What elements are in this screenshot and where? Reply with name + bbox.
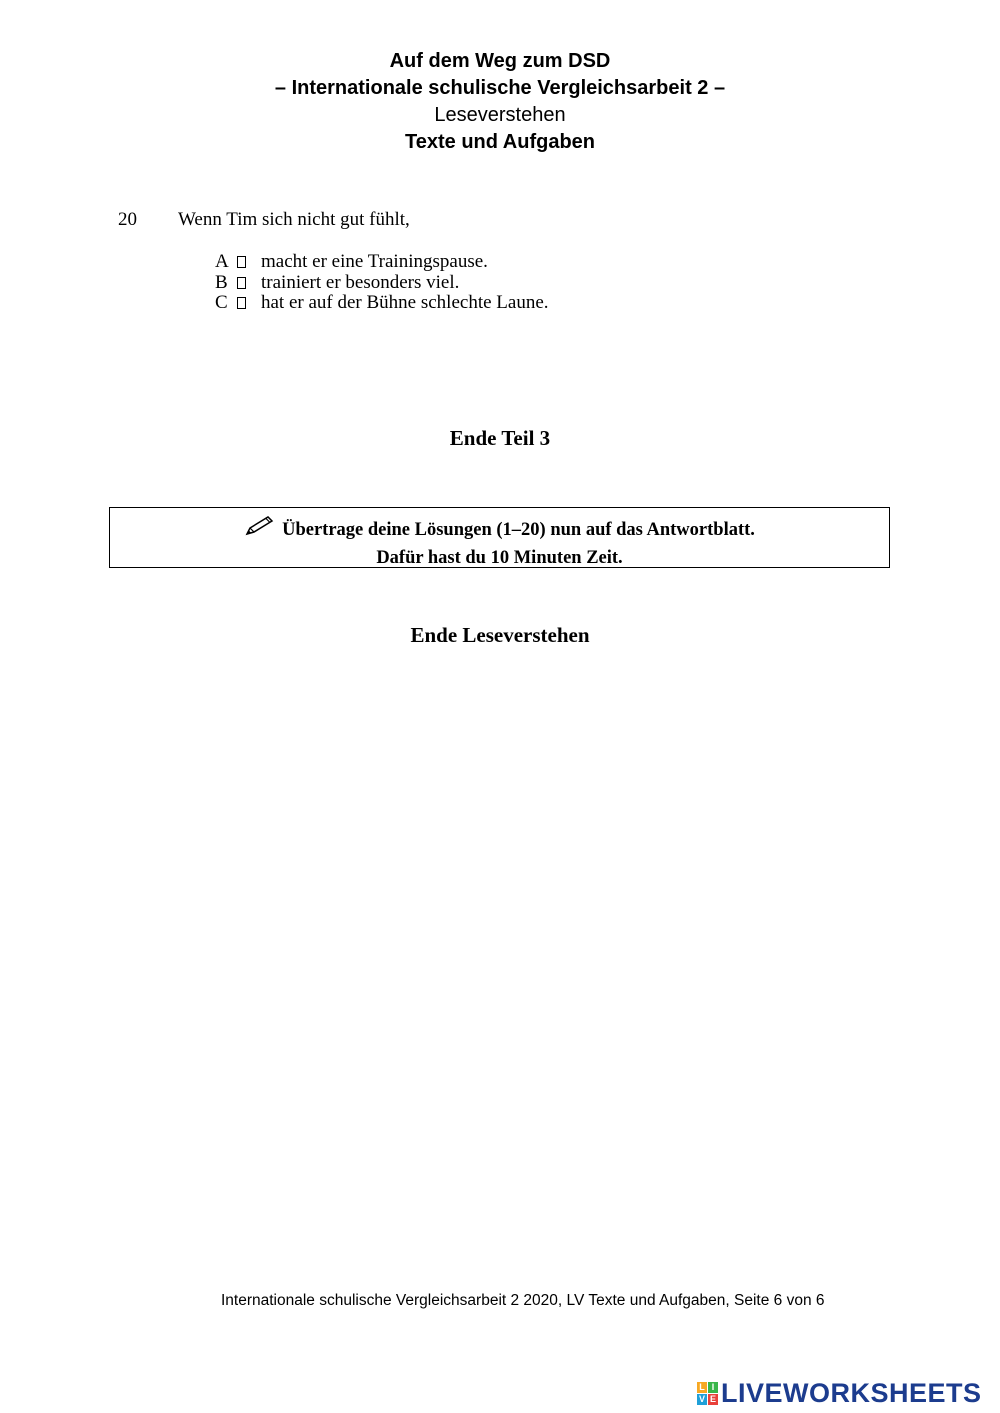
header-section: Leseverstehen (434, 104, 566, 126)
checkbox-c[interactable] (237, 297, 246, 309)
option-letter: A (215, 251, 229, 272)
document-header (0, 48, 1000, 156)
pencil-icon (244, 515, 274, 545)
checkbox-a[interactable] (237, 256, 246, 268)
header-subtitle: – Internationale schulische Vergleichsarbeit 2 – (274, 77, 726, 99)
instruction-line-1 (110, 515, 889, 545)
liveworksheets-logo-icon: L I V E (698, 1382, 716, 1404)
option-c[interactable] (215, 293, 549, 314)
question-number: 20 (118, 209, 137, 230)
header-title: Auf dem Weg zum DSD (389, 50, 611, 72)
instruction-text-1: Übertrage deine Lösungen (1–20) nun auf das Antwortblatt. (282, 520, 755, 540)
final-end-heading: Ende Leseverstehen (410, 623, 590, 647)
option-text: trainiert er besonders viel. (261, 271, 460, 293)
option-letter: C (215, 292, 228, 313)
question-stem: Wenn Tim sich nicht gut fühlt, (178, 209, 410, 230)
answer-options (215, 252, 549, 314)
page-footer: Internationale schulische Vergleichsarbeit 2 2020, LV Texte und Aufgaben, Seite 6 von 6 (221, 1292, 825, 1309)
instruction-text-2: Dafür hast du 10 Minuten Zeit. (376, 548, 623, 568)
option-letter: B (215, 271, 228, 293)
option-a[interactable] (215, 252, 549, 273)
option-b[interactable] (215, 273, 549, 294)
liveworksheets-wordmark: LIVEWORKSHEETS (721, 1378, 982, 1408)
liveworksheets-watermark (697, 1378, 982, 1409)
instruction-box (109, 507, 890, 568)
option-text: macht er eine Trainingspause. (261, 251, 488, 272)
checkbox-b[interactable] (237, 277, 246, 289)
option-text: hat er auf der Bühne schlechte Laune. (261, 292, 549, 313)
header-part: Texte und Aufgaben (405, 131, 595, 153)
section-end-heading: Ende Teil 3 (449, 426, 551, 450)
